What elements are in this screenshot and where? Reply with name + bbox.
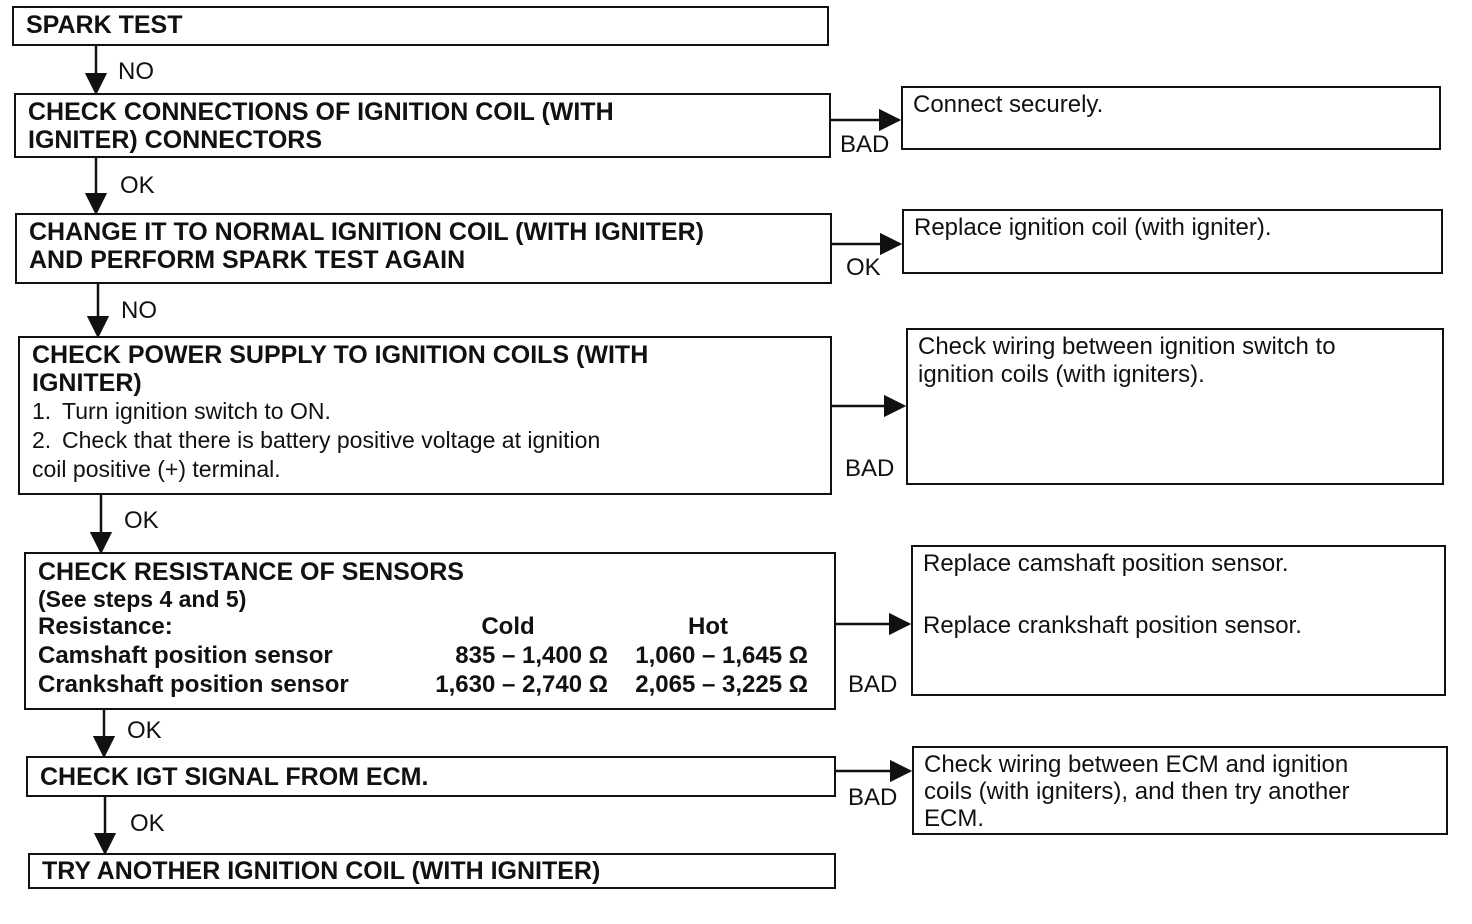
label-bad: BAD xyxy=(845,455,895,482)
action-replace-coil-text: Replace ignition coil (with igniter). xyxy=(914,214,1272,241)
label-no: NO xyxy=(118,58,154,85)
label-bad: BAD xyxy=(848,671,898,698)
step-check-resistance-subtitle: (See steps 4 and 5) xyxy=(38,586,247,612)
action-check-wiring-switch-line1: Check wiring between ignition switch to xyxy=(918,333,1336,360)
action-replace-cam-text: Replace camshaft position sensor. xyxy=(923,550,1289,577)
label-ok: OK xyxy=(124,507,159,534)
step-check-igt xyxy=(26,756,836,797)
step-try-coil xyxy=(28,853,836,889)
label-bad: BAD xyxy=(840,131,890,158)
power-step-2 xyxy=(32,426,818,455)
resistance-row-camshaft xyxy=(38,641,808,670)
step-spark-test-label: SPARK TEST xyxy=(26,11,183,39)
label-ok: OK xyxy=(120,172,155,199)
resistance-label: Resistance: xyxy=(38,613,173,640)
step-check-power-title1: CHECK POWER SUPPLY TO IGNITION COILS (WITH xyxy=(32,341,649,369)
resistance-table xyxy=(38,612,808,699)
step-spark-test xyxy=(12,6,829,46)
label-ok: OK xyxy=(130,810,165,837)
step-check-igt-label: CHECK IGT SIGNAL FROM ECM. xyxy=(40,763,429,791)
power-step-1-text: Turn ignition switch to ON. xyxy=(62,398,331,424)
label-no: NO xyxy=(121,297,157,324)
action-check-wiring-switch xyxy=(906,328,1444,485)
power-step-1 xyxy=(32,397,818,426)
step-check-power-title2: IGNITER) xyxy=(32,369,142,397)
action-check-wiring-ecm-line3: ECM. xyxy=(924,805,984,832)
resistance-col-hot: Hot xyxy=(688,613,728,640)
power-step-1-num: 1. xyxy=(32,398,52,424)
action-check-wiring-ecm-line1: Check wiring between ECM and ignition xyxy=(924,751,1349,778)
step-change-coil-line2: AND PERFORM SPARK TEST AGAIN xyxy=(29,246,466,274)
power-step-2-text-b: coil positive (+) terminal. xyxy=(32,456,281,482)
power-step-2-num: 2. xyxy=(32,427,52,453)
step-check-connections-line2: IGNITER) CONNECTORS xyxy=(28,126,322,154)
resistance-row-hot: 2,065 – 3,225 Ω xyxy=(635,671,808,698)
label-ok: OK xyxy=(127,717,162,744)
step-try-coil-label: TRY ANOTHER IGNITION COIL (WITH IGNITER) xyxy=(42,857,601,885)
resistance-row-name: Camshaft position sensor xyxy=(38,642,333,669)
label-ok: OK xyxy=(846,254,881,281)
resistance-header-row xyxy=(38,612,808,641)
power-step-2-text-a: Check that there is battery positive voltage at ignition xyxy=(62,427,601,453)
step-check-resistance-title: CHECK RESISTANCE OF SENSORS xyxy=(38,558,464,586)
resistance-row-cold: 1,630 – 2,740 Ω xyxy=(435,671,608,698)
step-change-coil-line1: CHANGE IT TO NORMAL IGNITION COIL (WITH IGNITER) xyxy=(29,218,704,246)
step-change-coil xyxy=(15,213,832,284)
step-check-power xyxy=(18,336,832,495)
action-replace-coil xyxy=(902,209,1443,274)
action-replace-crank-text: Replace crankshaft position sensor. xyxy=(923,612,1302,639)
step-check-connections-line1: CHECK CONNECTIONS OF IGNITION COIL (WITH xyxy=(28,98,614,126)
resistance-row-name: Crankshaft position sensor xyxy=(38,671,349,698)
action-connect-text: Connect securely. xyxy=(913,91,1104,118)
action-replace-sensors xyxy=(911,545,1446,696)
resistance-col-cold: Cold xyxy=(481,613,535,640)
step-check-resistance xyxy=(24,552,836,710)
resistance-row-hot: 1,060 – 1,645 Ω xyxy=(635,642,808,669)
action-check-wiring-ecm xyxy=(912,746,1448,835)
action-connect xyxy=(901,86,1441,150)
action-check-wiring-ecm-line2: coils (with igniters), and then try another xyxy=(924,778,1350,805)
step-check-connections xyxy=(14,93,831,158)
resistance-row-cold: 835 – 1,400 Ω xyxy=(455,642,608,669)
label-bad: BAD xyxy=(848,784,898,811)
resistance-row-crankshaft xyxy=(38,670,808,699)
action-check-wiring-switch-line2: ignition coils (with igniters). xyxy=(918,361,1205,388)
